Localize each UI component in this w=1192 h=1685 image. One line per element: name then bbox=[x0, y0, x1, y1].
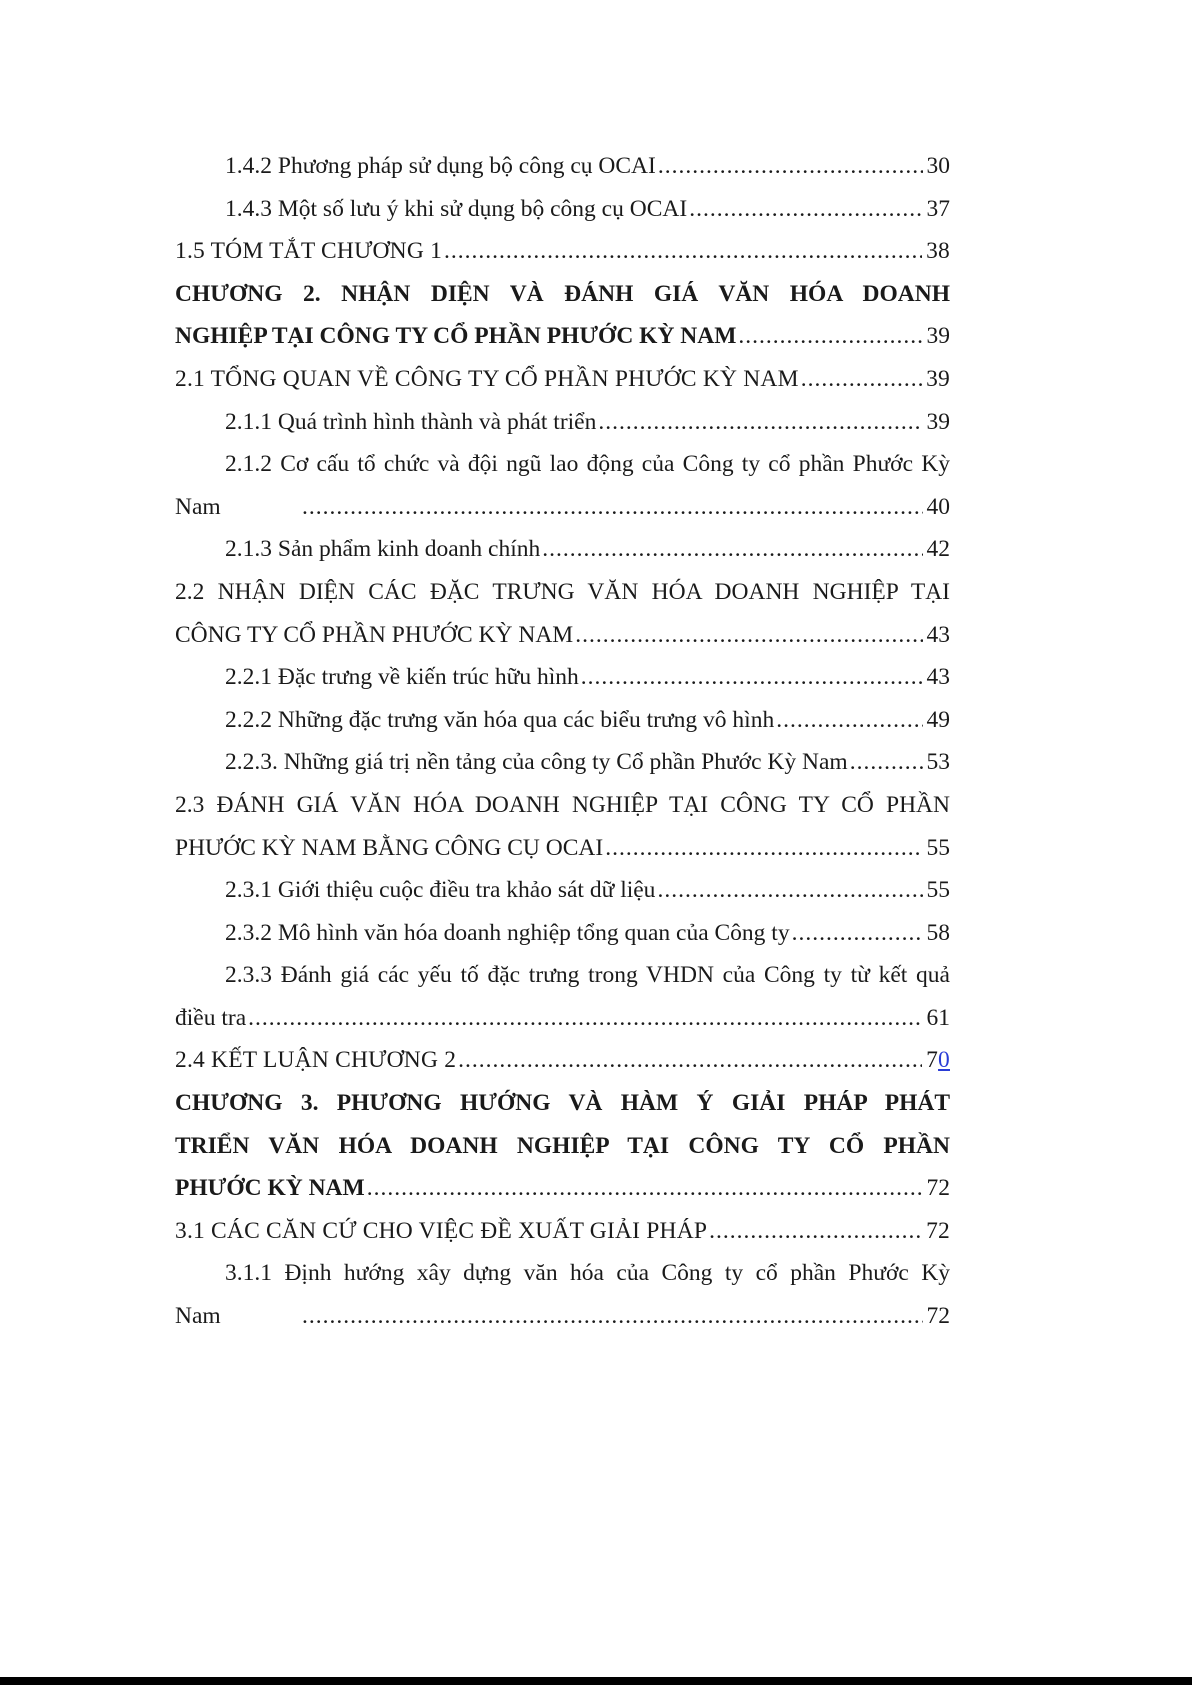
dot-leader bbox=[575, 614, 922, 657]
toc-entry[interactable] bbox=[175, 1252, 950, 1337]
toc-entry-title: 2.1.1 Quá trình hình thành và phát triển bbox=[225, 408, 597, 435]
toc-entry[interactable] bbox=[175, 699, 950, 742]
toc-entry-title-line: CHƯƠNG 2. NHẬN DIỆN VÀ ĐÁNH GIÁ VĂN HÓA DOANH bbox=[175, 280, 950, 307]
dot-leader bbox=[689, 188, 922, 231]
toc-page-number: 72 bbox=[926, 1175, 950, 1202]
toc-entry[interactable] bbox=[175, 401, 950, 444]
toc-page-number: 38 bbox=[926, 238, 950, 265]
toc-entry-title: 1.4.3 Một số lưu ý khi sử dụng bộ công cụ OCAI bbox=[225, 195, 688, 222]
dot-leader bbox=[605, 827, 922, 870]
toc-entry[interactable] bbox=[175, 1039, 950, 1082]
toc-entry-title-line: Nam bbox=[175, 493, 221, 520]
dot-leader bbox=[458, 1039, 922, 1082]
toc-page-number bbox=[926, 1039, 950, 1082]
dot-leader bbox=[801, 358, 922, 401]
toc-entry-title-line: CHƯƠNG 3. PHƯƠNG HƯỚNG VÀ HÀM Ý GIẢI PHÁP PHÁT bbox=[175, 1090, 950, 1117]
toc-chapter-heading[interactable] bbox=[175, 1082, 950, 1210]
toc-entry-title-line: 3.1.1 Định hướng xây dựng văn hóa của Công ty cổ phần Phước Kỳ bbox=[225, 1260, 950, 1287]
toc-entry[interactable] bbox=[175, 571, 950, 656]
dot-leader bbox=[598, 401, 922, 444]
toc-entry-title: 1.5 TÓM TẮT CHƯƠNG 1 bbox=[175, 238, 443, 265]
toc-entry-title-line: TRIỂN VĂN HÓA DOANH NGHIỆP TẠI CÔNG TY CỔ PHẦN bbox=[175, 1132, 950, 1159]
dot-leader bbox=[302, 486, 923, 529]
toc-page-number: 72 bbox=[926, 1217, 950, 1244]
toc-entry[interactable] bbox=[175, 869, 950, 912]
toc-page-number: 61 bbox=[926, 1004, 950, 1031]
toc-entry-title-line: 2.2 NHẬN DIỆN CÁC ĐẶC TRƯNG VĂN HÓA DOANH NGHIỆP TẠI bbox=[175, 578, 950, 605]
toc-entry[interactable] bbox=[175, 784, 950, 869]
dot-leader bbox=[792, 912, 923, 955]
toc-page-number: 39 bbox=[926, 323, 950, 350]
toc-chapter-heading[interactable] bbox=[175, 273, 950, 358]
toc-entry[interactable] bbox=[175, 188, 950, 231]
toc-entry-title: 3.1 CÁC CĂN CỨ CHO VIỆC ĐỀ XUẤT GIẢI PHÁP bbox=[175, 1217, 708, 1244]
toc-entry[interactable] bbox=[175, 145, 950, 188]
toc-entry-title-line: PHƯỚC KỲ NAM BẰNG CÔNG CỤ OCAI bbox=[175, 834, 604, 861]
toc-page-number: 37 bbox=[926, 195, 950, 222]
toc-page-number: 43 bbox=[926, 621, 950, 648]
toc-entry-title: 1.4.2 Phương pháp sử dụng bộ công cụ OCAI bbox=[225, 153, 656, 179]
dot-leader bbox=[444, 230, 922, 273]
toc-entry[interactable] bbox=[175, 741, 950, 784]
toc-entry-title: 2.2.3. Những giá trị nền tảng của công ty Cổ phần Phước Kỳ Nam bbox=[225, 749, 848, 776]
toc-entry-title-line: PHƯỚC KỲ NAM bbox=[175, 1175, 365, 1202]
toc-page-number: 72 bbox=[926, 1303, 950, 1330]
dot-leader bbox=[658, 145, 923, 188]
toc-entry[interactable] bbox=[175, 528, 950, 571]
toc-page-number: 49 bbox=[926, 706, 950, 733]
toc-entry-title: 2.1.3 Sản phẩm kinh doanh chính bbox=[225, 536, 541, 563]
page-link[interactable]: 0 bbox=[938, 1047, 950, 1074]
page-bottom-border bbox=[0, 1677, 1192, 1685]
toc-entry-title: 2.1 TỔNG QUAN VỀ CÔNG TY CỔ PHẦN PHƯỚC KỲ NAM bbox=[175, 365, 799, 392]
dot-leader bbox=[302, 1295, 923, 1338]
table-of-contents bbox=[175, 145, 950, 1338]
toc-entry[interactable] bbox=[175, 1210, 950, 1253]
toc-entry-title-line: điều tra bbox=[175, 1004, 247, 1031]
toc-entry[interactable] bbox=[175, 443, 950, 528]
toc-entry-title: 2.3.2 Mô hình văn hóa doanh nghiệp tổng quan của Công ty bbox=[225, 919, 790, 946]
toc-entry-title: 2.3.1 Giới thiệu cuộc điều tra khảo sát dữ liệu bbox=[225, 877, 656, 904]
toc-page-number: 53 bbox=[926, 749, 950, 776]
dot-leader bbox=[542, 528, 922, 571]
toc-page-number: 42 bbox=[926, 536, 950, 563]
dot-leader bbox=[776, 699, 922, 742]
toc-entry[interactable] bbox=[175, 912, 950, 955]
dot-leader bbox=[657, 869, 922, 912]
toc-page-number: 43 bbox=[926, 664, 950, 691]
toc-page-number: 39 bbox=[926, 365, 950, 392]
page-digit: 7 bbox=[926, 1047, 939, 1074]
toc-entry-title-line: 2.1.2 Cơ cấu tổ chức và đội ngũ lao động của Công ty cổ phần Phước Kỳ bbox=[225, 451, 950, 478]
dot-leader bbox=[709, 1210, 922, 1253]
toc-page-number: 58 bbox=[926, 919, 950, 946]
dot-leader bbox=[248, 997, 922, 1040]
toc-entry-title: 2.2.1 Đặc trưng về kiến trúc hữu hình bbox=[225, 664, 579, 691]
dot-leader bbox=[581, 656, 923, 699]
toc-page-number: 55 bbox=[926, 834, 950, 861]
toc-page-number: 39 bbox=[926, 408, 950, 435]
toc-entry-title-line: Nam bbox=[175, 1303, 221, 1330]
toc-entry-title: 2.2.2 Những đặc trưng văn hóa qua các biểu trưng vô hình bbox=[225, 706, 775, 733]
toc-entry-title-line: NGHIỆP TẠI CÔNG TY CỔ PHẦN PHƯỚC KỲ NAM bbox=[175, 323, 737, 350]
toc-entry[interactable] bbox=[175, 954, 950, 1039]
toc-page-number: 30 bbox=[926, 153, 950, 179]
toc-entry[interactable] bbox=[175, 358, 950, 401]
toc-entry[interactable] bbox=[175, 230, 950, 273]
toc-page-number: 40 bbox=[926, 493, 950, 520]
toc-entry-title-line: 2.3 ĐÁNH GIÁ VĂN HÓA DOANH NGHIỆP TẠI CÔNG TY CỔ PHẦN bbox=[175, 791, 950, 818]
dot-leader bbox=[850, 741, 923, 784]
toc-entry-title-line: CÔNG TY CỔ PHẦN PHƯỚC KỲ NAM bbox=[175, 621, 574, 648]
toc-entry[interactable] bbox=[175, 656, 950, 699]
toc-entry-title: 2.4 KẾT LUẬN CHƯƠNG 2 bbox=[175, 1047, 457, 1074]
dot-leader bbox=[738, 315, 922, 358]
toc-page-number: 55 bbox=[926, 877, 950, 904]
toc-entry-title-line: 2.3.3 Đánh giá các yếu tố đặc trưng trong VHDN của Công ty từ kết quả bbox=[225, 962, 950, 989]
dot-leader bbox=[367, 1167, 923, 1210]
